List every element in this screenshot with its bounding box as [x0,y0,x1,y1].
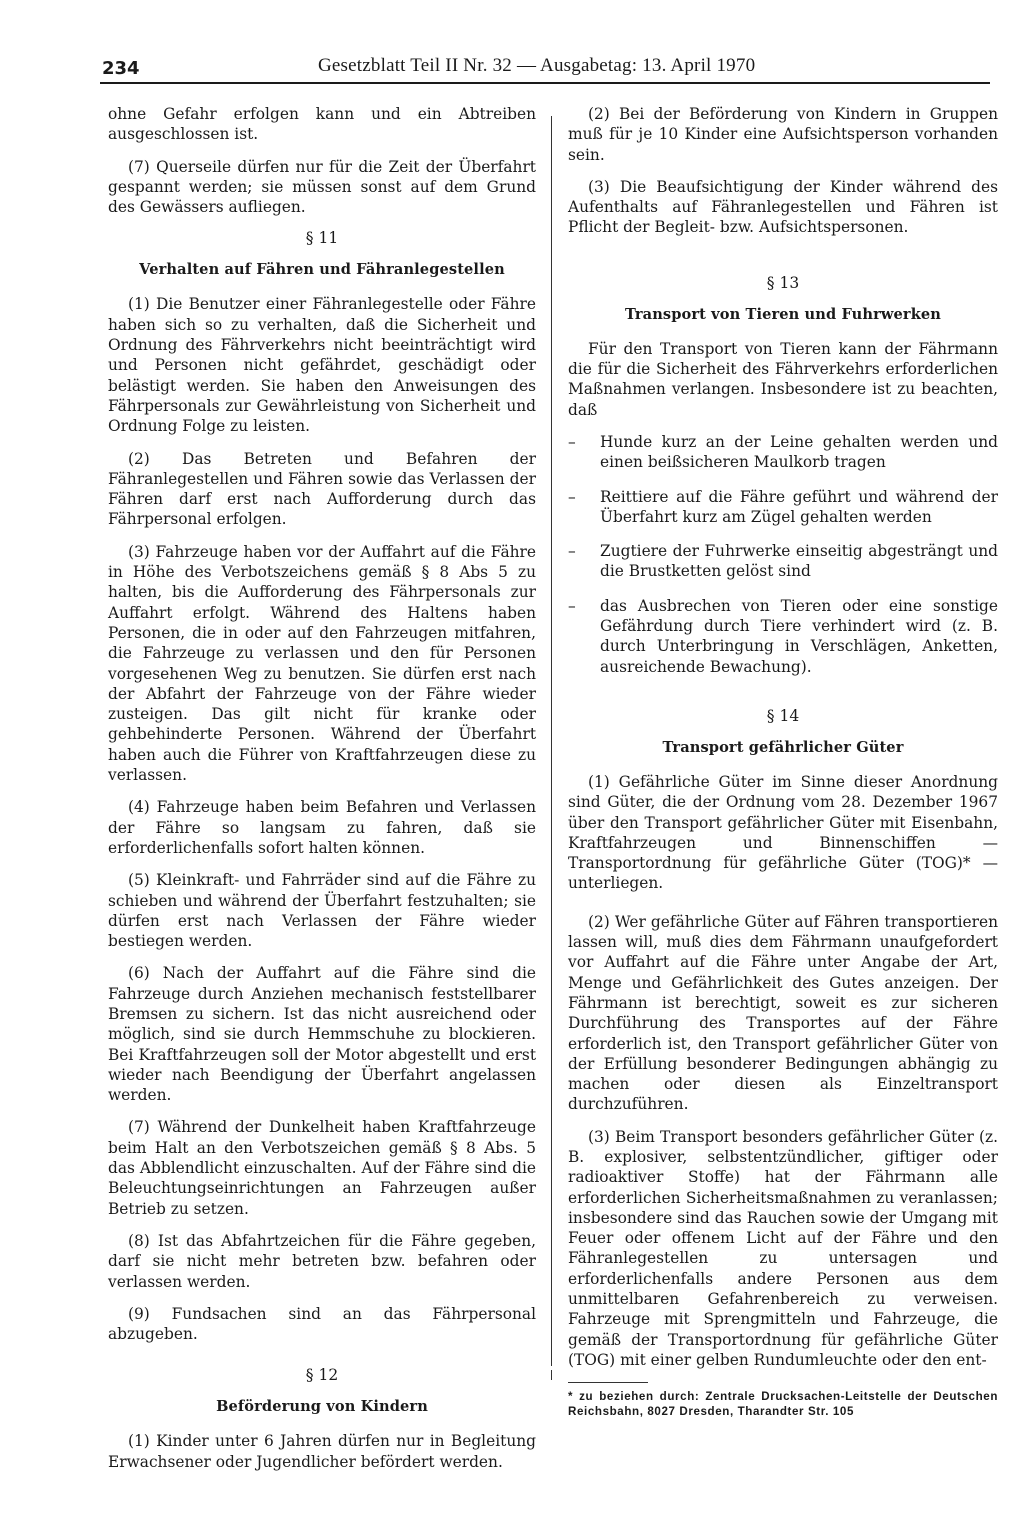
list-item-text: Zugtiere der Fuhrwerke einseitig abgesträngt und die Brustketten gelöst sind [600,542,998,581]
section-11-number: § 11 [305,229,339,248]
left-column [108,104,536,1484]
section-11-paragraph-7: (7) Während der Dunkelheit haben Kraftfahrzeuge beim Halt an den Verbotszeichen gemäß § 8 Abs. 5 das Abblendlicht einzuschalten. Auf der Fähre sind die Beleuchtungseinrichtungen an Fahrzeugen außer Betrieb zu setzen. [108,1118,536,1218]
dash-marker: – [568,487,576,506]
list-item-text: das Ausbrechen von Tieren oder eine sonstige Gefährdung durch Tiere verhindert wird (z. B. durch Unterbringung in Verschlägen, Anketten, ausreichende Bewachung). [600,596,998,676]
section-11-paragraph-4: (4) Fahrzeuge haben beim Befahren und Verlassen der Fähre so langsam zu fahren, daß sie erforderlichenfalls sofort halten können. [108,798,536,857]
section-13-intro: Für den Transport von Tieren kann der Fährmann die für die Sicherheit des Fährverkehrs erforderlichen Maßnahmen verlangen. Insbesondere ist zu beachten, daß [568,339,998,419]
section-12-paragraph-3: (3) Die Beaufsichtigung der Kinder während des Aufenthalts auf Fähranlegestellen und Fähren ist Pflicht der Begleit- bzw. Aufsichtspersonen. [568,177,998,237]
dash-marker: – [568,542,576,561]
section-14-paragraph-1: (1) Gefährliche Güter im Sinne dieser Anordnung sind Güter, die der Ordnung vom 28. Dezember 1967 über den Transport gefährlicher Güter mit Eisenbahn, Kraftfahrzeugen und Binnenschiffen — Transportordnung für gefährliche Güter (TOG)* — unterliegen. [568,772,998,893]
column-divider [551,116,552,1366]
section-12-paragraph-2: (2) Bei der Beförderung von Kindern in Gruppen muß für je 10 Kinder eine Aufsichtsperson vorhanden sein. [568,105,998,164]
section-11-paragraph-1: (1) Die Benutzer einer Fähranlegestelle oder Fähre haben sich so zu verhalten, daß die Sicherheit und Ordnung des Fährverkehrs nicht beeinträchtigt wird und Personen nicht gefährdet, geschädigt oder belästigt werden. Sie haben den Anweisungen des Fährpersonals zur Gewährleistung von Sicherheit und Ordnung Folge zu leisten. [108,295,536,436]
list-item [568,596,998,677]
paragraph-7: (7) Querseile dürfen nur für die Zeit der Überfahrt gespannt werden; sie müssen sonst auf dem Grund des Gewässers aufliegen. [108,157,536,217]
footnote: * zu beziehen durch: Zentrale Drucksachen-Leitstelle der Deutschen Reichsbahn, 8027 Dresden, Tharandter Str. 105 [568,1390,998,1419]
section-11-paragraph-6: (6) Nach der Auffahrt auf die Fähre sind die Fahrzeuge durch Anziehen mechanisch feststellbarer Bremsen zu sichern. Ist das nicht ausreichend oder möglich, sind sie durch Hemmschuhe zu blockieren. Bei Kraftfahrzeugen soll der Motor abgestellt und erst wieder nach Beendigung der Überfahrt angelassen werden. [108,964,536,1105]
page-number: 234 [102,58,140,79]
footnote-rule [568,1382,648,1383]
section-11-paragraph-9: (9) Fundsachen sind an das Fährpersonal abzugeben. [108,1304,536,1344]
dash-marker: – [568,596,576,615]
list-item [568,432,998,473]
section-11-title: Verhalten auf Fähren und Fähranlegestellen [139,261,505,279]
list-item [568,487,998,528]
section-11-paragraph-5: (5) Kleinkraft- und Fahrräder sind auf die Fähre zu schieben und während der Überfahrt festzuhalten; sie dürfen erst nach Verlassen der Fähre wieder bestiegen werden. [108,871,536,951]
right-column [568,104,998,1419]
section-14-paragraph-2: (2) Wer gefährliche Güter auf Fähren transportieren lassen will, muß dies dem Fährmann unaufgefordert vor Auffahrt auf die Fähre unter Angabe der Art, Menge und Gefährlichkeit des Gutes anzeigen. Der Fährmann ist berechtigt, soweit es zur sicheren Durchführung des Transportes auf der Fähre erforderlich ist, den Transport gefährlicher Güter von der Erfüllung besonderer Bedingungen abhängig zu machen oder diesen als Einzeltransport durchzuführen. [568,912,998,1114]
section-11-paragraph-2: (2) Das Betreten und Befahren der Fähranlegestellen und Fähren sowie das Verlassen der Fähren darf erst nach Aufforderung durch das Fährpersonal erfolgen. [108,449,536,529]
list-item-text: Reittiere auf die Fähre geführt und während der Überfahrt kurz am Zügel gehalten werden [600,487,998,526]
section-14-title: Transport gefährlicher Güter [662,738,904,756]
section-11-paragraph-3: (3) Fahrzeuge haben vor der Auffahrt auf die Fähre in Höhe des Verbotszeichens gemäß § 8 Abs 5 zu halten, bis die Aufforderung des Fährpersonals zur Auffahrt erfolgt. Während des Haltens haben Personen, die in oder auf den Fahrzeugen mitfahren, die Fahrzeuge zu verlassen und den für Personen vorgesehenen Weg zu benutzen. Sie dürfen erst nach der Abfahrt der Fahrzeuge von der Fähre wieder zusteigen. Das gilt nicht für kranke oder gehbehinderte Personen. Während der Überfahrt haben auch die Führer von Kraftfahrzeugen diese zu verlassen. [108,542,536,785]
list-item [568,541,998,582]
section-14-paragraph-3: (3) Beim Transport besonders gefährlicher Güter (z. B. explosiver, selbstentzündlicher, giftiger oder radioaktiver Stoffe) hat der Fährmann alle erforderlichen Sicherheitsmaßnahmen zu veranlassen; insbesondere sind das Rauchen sowie der Umgang mit Feuer oder offenem Licht auf der Fähre und den Fähranlegestellen zu untersagen und erforderlichenfalls andere Personen aus dem unmittelbaren Gefahrenbereich zu verweisen. Fahrzeuge mit Sprengmitteln und Fahrzeuge, die gemäß der Transportordnung für gefährliche Güter (TOG) mit einer gelben Rundumleuchte oder den ent- [568,1127,998,1369]
section-12-title: Beförderung von Kindern [216,1398,428,1416]
section-12-paragraph-1: (1) Kinder unter 6 Jahren dürfen nur in Begleitung Erwachsener oder Jugendlicher befördert werden. [108,1432,536,1471]
list-item-text: Hunde kurz an der Leine gehalten werden und einen beißsicheren Maulkorb tragen [600,432,998,472]
paragraph-continuation: ohne Gefahr erfolgen kann und ein Abtreiben ausgeschlossen ist. [108,105,536,144]
page-header [100,52,990,84]
section-14-number: § 14 [766,706,800,725]
section-12-number: § 12 [305,1366,339,1385]
section-11-paragraph-8: (8) Ist das Abfahrtzeichen für die Fähre gegeben, darf sie nicht mehr betreten bzw. befahren oder verlassen werden. [108,1231,536,1291]
running-head: Gesetzblatt Teil II Nr. 32 — Ausgabetag: 13. April 1970 [318,55,756,76]
section-13-title: Transport von Tieren und Fuhrwerken [624,305,942,323]
section-13-number: § 13 [766,273,800,292]
column-divider-end [551,1370,552,1380]
dash-marker: – [568,432,576,451]
